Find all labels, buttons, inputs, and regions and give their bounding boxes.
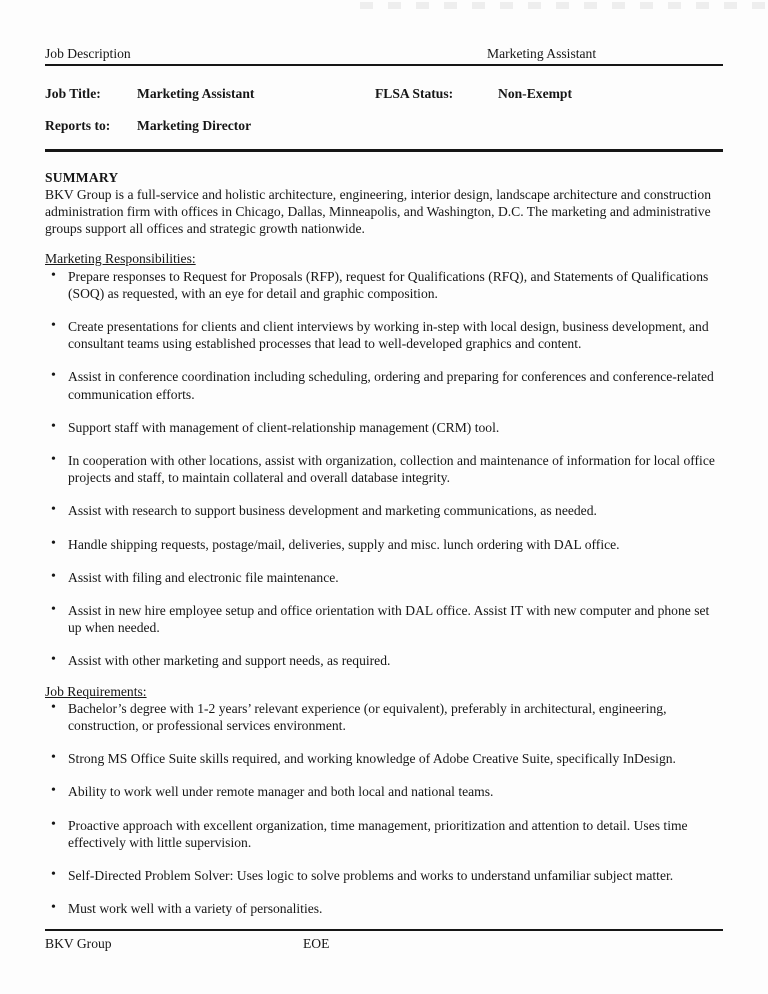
flsa-status-label: FLSA Status: <box>375 86 454 102</box>
list-item: • Bachelor’s degree with 1-2 years’ relevant experience (or equivalent), preferably in architectural, engineering, construction, or professional services environment. <box>45 700 723 734</box>
summary-paragraph: BKV Group is a full-service and holistic architecture, engineering, interior design, landscape architecture and construction administration firm with offices in Chicago, Dallas, Minneapolis, and Washington, D.C. The marketing and administrative groups support all offices and strategic growth nationwide. <box>45 186 711 237</box>
reports-to-label: Reports to: <box>45 118 111 134</box>
requirements-heading: Job Requirements: <box>45 683 147 699</box>
job-title-label: Job Title: <box>45 86 101 102</box>
list-item: • Assist with research to support business development and marketing communications, as needed. <box>45 502 723 519</box>
requirements-list <box>45 700 723 918</box>
footer-company: BKV Group <box>45 936 112 951</box>
list-item: • Self-Directed Problem Solver: Uses logic to solve problems and works to understand unfamiliar subject matter. <box>45 867 723 884</box>
running-header-left: Job Description <box>45 46 131 61</box>
list-item: • Proactive approach with excellent organization, time management, prioritization and attention to detail. Uses time effectively with little supervision. <box>45 817 723 851</box>
reports-to-value: Marketing Director <box>137 118 252 134</box>
list-item: • Ability to work well under remote manager and both local and national teams. <box>45 783 723 800</box>
list-item: • Assist in new hire employee setup and office orientation with DAL office. Assist IT with new computer and phone set up when needed. <box>45 602 723 636</box>
responsibilities-list <box>45 268 723 670</box>
list-item: • In cooperation with other locations, assist with organization, collection and maintenance of information for local office projects and staff, to maintain collateral and overall database integrity. <box>45 452 723 486</box>
summary-heading: SUMMARY <box>45 169 119 185</box>
list-item: • Prepare responses to Request for Proposals (RFP), request for Qualifications (RFQ), and Statements of Qualifications (SOQ) as requested, with an eye for detail and graphic composition. <box>45 268 723 302</box>
footer-eoe: EOE <box>303 936 330 951</box>
list-item: • Assist in conference coordination including scheduling, ordering and preparing for conferences and conference-related communication efforts. <box>45 368 723 402</box>
list-item: • Support staff with management of client-relationship management (CRM) tool. <box>45 419 723 436</box>
list-item: • Assist with other marketing and support needs, as required. <box>45 652 723 669</box>
list-item: • Must work well with a variety of personalities. <box>45 900 723 917</box>
responsibilities-heading: Marketing Responsibilities: <box>45 251 196 267</box>
list-item: • Strong MS Office Suite skills required, and working knowledge of Adobe Creative Suite, specifically InDesign. <box>45 750 723 767</box>
running-header-right: Marketing Assistant <box>487 46 597 61</box>
job-title-row <box>45 85 723 102</box>
list-item: • Handle shipping requests, postage/mail, deliveries, supply and misc. lunch ordering with DAL office. <box>45 536 723 553</box>
list-item: • Assist with filing and electronic file maintenance. <box>45 569 723 586</box>
reports-to-row <box>45 117 723 134</box>
running-header <box>45 45 723 66</box>
document-content <box>45 0 723 934</box>
running-footer <box>45 929 723 952</box>
flsa-status-value: Non-Exempt <box>498 86 573 102</box>
header-divider-rule <box>45 149 723 152</box>
job-title-value: Marketing Assistant <box>137 86 255 102</box>
list-item: • Create presentations for clients and client interviews by working in-step with local design, business development, and consultant teams using established processes that lead to well-developed graphics and content. <box>45 318 723 352</box>
